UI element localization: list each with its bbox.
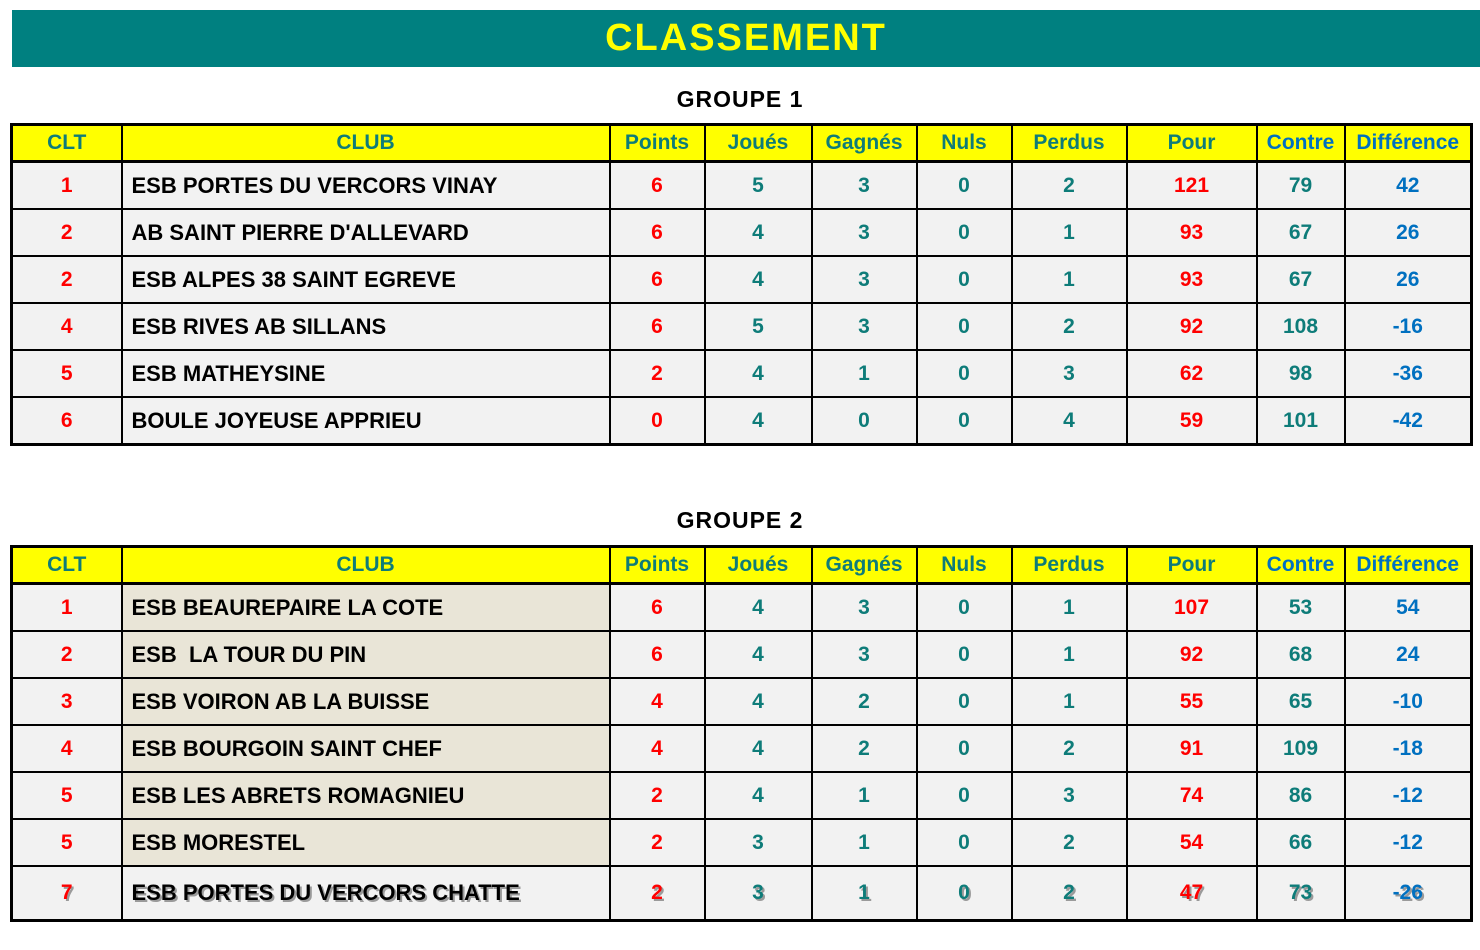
cell-rank: 4: [12, 725, 122, 772]
table-row: [12, 819, 1472, 866]
cell-joues: 4: [705, 397, 812, 445]
cell-pour: 47: [1127, 866, 1257, 921]
table-row: [12, 303, 1472, 350]
table-row: [12, 397, 1472, 445]
cell-joues: 4: [705, 256, 812, 303]
group-1-standings-table: [10, 123, 1473, 446]
cell-points: 4: [610, 725, 705, 772]
cell-gagnes: 3: [812, 209, 917, 256]
header-contre: Contre: [1257, 125, 1345, 162]
cell-perdus: 2: [1012, 303, 1127, 350]
cell-joues: 4: [705, 725, 812, 772]
cell-points: 6: [610, 256, 705, 303]
table-row: [12, 162, 1472, 210]
cell-rank: 7: [12, 866, 122, 921]
table-header-row: [12, 547, 1472, 584]
cell-club-name: ESB RIVES AB SILLANS: [122, 303, 610, 350]
cell-gagnes: 3: [812, 256, 917, 303]
table-row: [12, 772, 1472, 819]
cell-pour: 74: [1127, 772, 1257, 819]
cell-joues: 3: [705, 866, 812, 921]
header-points: Points: [610, 547, 705, 584]
header-clt: CLT: [12, 125, 122, 162]
cell-contre: 67: [1257, 209, 1345, 256]
cell-nuls: 0: [917, 303, 1012, 350]
cell-perdus: 1: [1012, 678, 1127, 725]
cell-gagnes: 1: [812, 772, 917, 819]
cell-joues: 4: [705, 772, 812, 819]
cell-difference: 54: [1345, 584, 1472, 632]
header-gagnes: Gagnés: [812, 125, 917, 162]
cell-joues: 4: [705, 631, 812, 678]
cell-gagnes: 3: [812, 303, 917, 350]
cell-nuls: 0: [917, 772, 1012, 819]
cell-contre: 65: [1257, 678, 1345, 725]
cell-points: 2: [610, 350, 705, 397]
cell-rank: 2: [12, 209, 122, 256]
cell-club-name: ESB MORESTEL: [122, 819, 610, 866]
group-2-title: GROUPE 2: [676, 507, 804, 533]
header-joues: Joués: [705, 547, 812, 584]
cell-perdus: 3: [1012, 772, 1127, 819]
cell-club-name: ESB BEAUREPAIRE LA COTE: [122, 584, 610, 632]
cell-club-name: ESB MATHEYSINE: [122, 350, 610, 397]
cell-pour: 92: [1127, 303, 1257, 350]
cell-perdus: 1: [1012, 584, 1127, 632]
cell-perdus: 1: [1012, 256, 1127, 303]
cell-points: 6: [610, 584, 705, 632]
cell-gagnes: 3: [812, 162, 917, 210]
cell-nuls: 0: [917, 397, 1012, 445]
cell-club-name: ESB ALPES 38 SAINT EGREVE: [122, 256, 610, 303]
cell-contre: 67: [1257, 256, 1345, 303]
table-row: [12, 350, 1472, 397]
table-header-row: [12, 125, 1472, 162]
cell-contre: 53: [1257, 584, 1345, 632]
page-title: CLASSEMENT: [605, 17, 887, 59]
cell-gagnes: 1: [812, 866, 917, 921]
table-row: [12, 584, 1472, 632]
header-joues: Joués: [705, 125, 812, 162]
header-nuls: Nuls: [917, 547, 1012, 584]
table-row: [12, 678, 1472, 725]
cell-pour: 54: [1127, 819, 1257, 866]
header-difference: Différence: [1345, 547, 1472, 584]
cell-nuls: 0: [917, 631, 1012, 678]
cell-difference: -36: [1345, 350, 1472, 397]
cell-contre: 109: [1257, 725, 1345, 772]
cell-rank: 1: [12, 584, 122, 632]
cell-rank: 6: [12, 397, 122, 445]
header-perdus: Perdus: [1012, 125, 1127, 162]
cell-difference: -10: [1345, 678, 1472, 725]
group-2-standings-table: [10, 545, 1473, 922]
cell-points: 6: [610, 209, 705, 256]
header-gagnes: Gagnés: [812, 547, 917, 584]
cell-perdus: 3: [1012, 350, 1127, 397]
cell-club-name: ESB PORTES DU VERCORS VINAY: [122, 162, 610, 210]
cell-nuls: 0: [917, 678, 1012, 725]
cell-perdus: 2: [1012, 819, 1127, 866]
cell-contre: 108: [1257, 303, 1345, 350]
header-points: Points: [610, 125, 705, 162]
table-row: [12, 631, 1472, 678]
cell-points: 6: [610, 162, 705, 210]
cell-contre: 68: [1257, 631, 1345, 678]
cell-club-name: BOULE JOYEUSE APPRIEU: [122, 397, 610, 445]
header-pour: Pour: [1127, 547, 1257, 584]
cell-nuls: 0: [917, 209, 1012, 256]
cell-joues: 4: [705, 209, 812, 256]
cell-club-name: ESB LES ABRETS ROMAGNIEU: [122, 772, 610, 819]
cell-gagnes: 3: [812, 584, 917, 632]
cell-joues: 5: [705, 303, 812, 350]
cell-rank: 5: [12, 819, 122, 866]
cell-points: 6: [610, 303, 705, 350]
cell-nuls: 0: [917, 819, 1012, 866]
cell-points: 2: [610, 866, 705, 921]
cell-gagnes: 1: [812, 819, 917, 866]
cell-pour: 92: [1127, 631, 1257, 678]
cell-pour: 93: [1127, 256, 1257, 303]
cell-perdus: 4: [1012, 397, 1127, 445]
cell-nuls: 0: [917, 584, 1012, 632]
cell-difference: 26: [1345, 209, 1472, 256]
cell-perdus: 2: [1012, 866, 1127, 921]
cell-difference: -12: [1345, 819, 1472, 866]
cell-club-name: ESB VOIRON AB LA BUISSE: [122, 678, 610, 725]
cell-club-name: ESB BOURGOIN SAINT CHEF: [122, 725, 610, 772]
cell-nuls: 0: [917, 256, 1012, 303]
cell-points: 0: [610, 397, 705, 445]
cell-gagnes: 3: [812, 631, 917, 678]
cell-joues: 4: [705, 678, 812, 725]
cell-gagnes: 2: [812, 678, 917, 725]
cell-difference: -16: [1345, 303, 1472, 350]
cell-difference: -42: [1345, 397, 1472, 445]
cell-rank: 2: [12, 631, 122, 678]
cell-pour: 59: [1127, 397, 1257, 445]
cell-joues: 4: [705, 350, 812, 397]
cell-pour: 121: [1127, 162, 1257, 210]
cell-points: 6: [610, 631, 705, 678]
cell-joues: 3: [705, 819, 812, 866]
cell-difference: 42: [1345, 162, 1472, 210]
cell-rank: 1: [12, 162, 122, 210]
cell-difference: -18: [1345, 725, 1472, 772]
cell-difference: 24: [1345, 631, 1472, 678]
cell-contre: 101: [1257, 397, 1345, 445]
header-clt: CLT: [12, 547, 122, 584]
header-contre: Contre: [1257, 547, 1345, 584]
header-pour: Pour: [1127, 125, 1257, 162]
cell-pour: 62: [1127, 350, 1257, 397]
cell-rank: 5: [12, 350, 122, 397]
cell-pour: 91: [1127, 725, 1257, 772]
cell-pour: 55: [1127, 678, 1257, 725]
header-nuls: Nuls: [917, 125, 1012, 162]
table-row: [12, 256, 1472, 303]
cell-contre: 73: [1257, 866, 1345, 921]
group-1-title: GROUPE 1: [676, 86, 804, 112]
cell-points: 4: [610, 678, 705, 725]
header-club: CLUB: [122, 547, 610, 584]
header-perdus: Perdus: [1012, 547, 1127, 584]
header-club: CLUB: [122, 125, 610, 162]
classement-banner: [12, 10, 1480, 67]
cell-perdus: 2: [1012, 162, 1127, 210]
cell-rank: 4: [12, 303, 122, 350]
cell-joues: 5: [705, 162, 812, 210]
cell-joues: 4: [705, 584, 812, 632]
cell-gagnes: 0: [812, 397, 917, 445]
cell-contre: 86: [1257, 772, 1345, 819]
cell-nuls: 0: [917, 866, 1012, 921]
cell-gagnes: 2: [812, 725, 917, 772]
cell-points: 2: [610, 819, 705, 866]
cell-rank: 3: [12, 678, 122, 725]
cell-nuls: 0: [917, 725, 1012, 772]
table-row: [12, 725, 1472, 772]
cell-rank: 2: [12, 256, 122, 303]
header-difference: Différence: [1345, 125, 1472, 162]
cell-club-name: ESB LA TOUR DU PIN: [122, 631, 610, 678]
cell-perdus: 1: [1012, 209, 1127, 256]
cell-difference: -26: [1345, 866, 1472, 921]
cell-gagnes: 1: [812, 350, 917, 397]
cell-contre: 79: [1257, 162, 1345, 210]
cell-club-name: ESB PORTES DU VERCORS CHATTE: [122, 866, 610, 921]
cell-points: 2: [610, 772, 705, 819]
cell-contre: 66: [1257, 819, 1345, 866]
cell-pour: 93: [1127, 209, 1257, 256]
cell-pour: 107: [1127, 584, 1257, 632]
table-row: [12, 209, 1472, 256]
cell-perdus: 2: [1012, 725, 1127, 772]
cell-difference: 26: [1345, 256, 1472, 303]
cell-difference: -12: [1345, 772, 1472, 819]
cell-rank: 5: [12, 772, 122, 819]
cell-nuls: 0: [917, 162, 1012, 210]
cell-club-name: AB SAINT PIERRE D'ALLEVARD: [122, 209, 610, 256]
cell-perdus: 1: [1012, 631, 1127, 678]
table-row: [12, 866, 1472, 921]
cell-nuls: 0: [917, 350, 1012, 397]
cell-contre: 98: [1257, 350, 1345, 397]
